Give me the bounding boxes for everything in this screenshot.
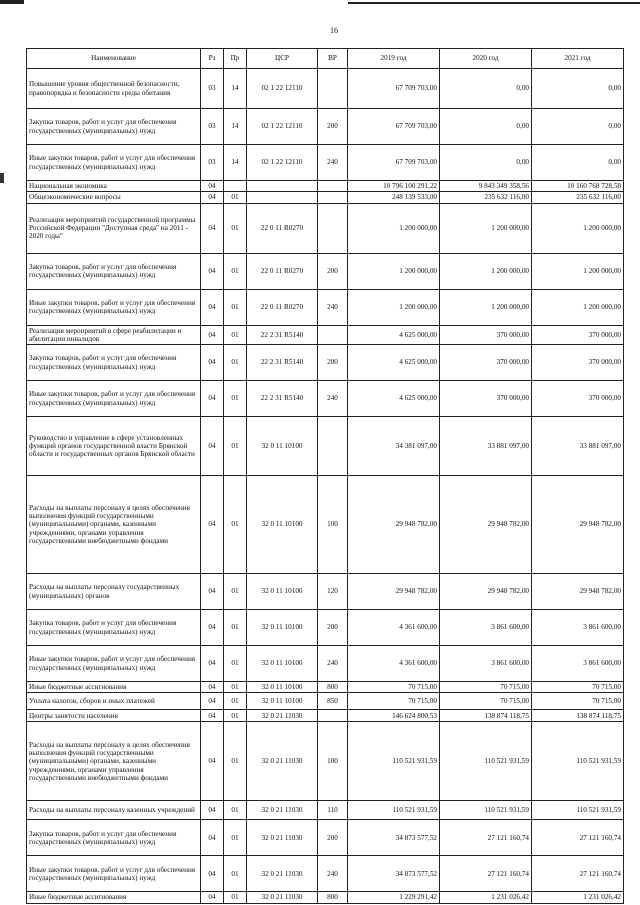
cell-y2021: 1 200 000,00 (532, 203, 624, 253)
cell-y2021: 0,00 (532, 109, 624, 145)
table-row (27, 693, 624, 710)
cell-y2021: 29 948 782,00 (532, 476, 624, 574)
header-csr: ЦСР (247, 49, 318, 69)
cell-y2019: 4 361 600,00 (348, 646, 440, 682)
cell-y2020: 3 861 600,00 (440, 610, 532, 646)
table-row (27, 892, 624, 903)
cell-rz: 04 (201, 192, 224, 203)
cell-y2020: 0,00 (440, 69, 532, 109)
cell-rz: 04 (201, 646, 224, 682)
cell-rz: 03 (201, 109, 224, 145)
cell-name: Руководство и управление в сфере установленных функций органов государственной власти Брянской области и государственных органов Брянской области (27, 417, 201, 476)
cell-rz: 04 (201, 345, 224, 381)
table-row (27, 181, 624, 192)
cell-pr: 01 (224, 192, 247, 203)
cell-csr: 32 0 21 11030 (247, 820, 318, 856)
cell-y2021: 235 632 116,00 (532, 192, 624, 203)
cell-rz: 04 (201, 253, 224, 289)
cell-rz: 04 (201, 476, 224, 574)
cell-vr: 100 (318, 722, 348, 801)
cell-rz: 03 (201, 145, 224, 181)
cell-csr: 22 2 31 R5140 (247, 345, 318, 381)
cell-y2021: 27 121 160,74 (532, 856, 624, 892)
cell-y2021: 70 715,00 (532, 682, 624, 693)
cell-y2021: 70 715,00 (532, 693, 624, 710)
cell-pr: 01 (224, 646, 247, 682)
cell-vr (318, 417, 348, 476)
cell-y2019: 29 948 782,00 (348, 476, 440, 574)
cell-y2019: 4 625 000,00 (348, 345, 440, 381)
cell-name: Расходы на выплаты персоналу в целях обеспечения выполнения функций государственными (муниципальными) органами, казенными учреждениями, органами управления государственными внебюджетными фондами (27, 476, 201, 574)
cell-csr: 32 0 11 10100 (247, 574, 318, 610)
cell-y2021: 3 861 600,00 (532, 610, 624, 646)
cell-vr: 200 (318, 610, 348, 646)
cell-y2020: 0,00 (440, 145, 532, 181)
cell-y2020: 110 521 931,59 (440, 801, 532, 820)
cell-pr: 01 (224, 856, 247, 892)
cell-pr: 01 (224, 610, 247, 646)
cell-name: Закупка товаров, работ и услуг для обеспечения государственных (муниципальных) нужд (27, 345, 201, 381)
cell-name: Закупка товаров, работ и услуг для обеспечения государственных (муниципальных) нужд (27, 610, 201, 646)
cell-csr: 02 1 22 12110 (247, 145, 318, 181)
cell-name: Расходы на выплаты персоналу государственных (муниципальных) органов (27, 574, 201, 610)
cell-name: Иные закупки товаров, работ и услуг для обеспечения государственных (муниципальных) нужд (27, 856, 201, 892)
cell-y2021: 0,00 (532, 69, 624, 109)
cell-y2021: 1 231 026,42 (532, 892, 624, 903)
cell-y2020: 1 200 000,00 (440, 289, 532, 325)
table-row (27, 820, 624, 856)
cell-y2019: 146 624 800,53 (348, 710, 440, 722)
cell-pr: 14 (224, 69, 247, 109)
cell-y2020: 29 948 782,00 (440, 476, 532, 574)
cell-y2021: 27 121 160,74 (532, 820, 624, 856)
cell-csr: 32 0 11 10100 (247, 682, 318, 693)
cell-y2020: 370 000,00 (440, 381, 532, 417)
cell-csr: 22 0 11 R0270 (247, 203, 318, 253)
cell-pr: 14 (224, 109, 247, 145)
cell-vr: 240 (318, 856, 348, 892)
cell-pr: 01 (224, 574, 247, 610)
header-2019: 2019 год (348, 49, 440, 69)
table-row (27, 682, 624, 693)
cell-vr (318, 710, 348, 722)
cell-y2020: 138 874 118,75 (440, 710, 532, 722)
cell-csr: 22 0 11 R0270 (247, 289, 318, 325)
table-row (27, 325, 624, 345)
table-row (27, 69, 624, 109)
table-row (27, 345, 624, 381)
cell-rz: 04 (201, 856, 224, 892)
cell-y2020: 70 715,00 (440, 693, 532, 710)
cell-y2021: 370 000,00 (532, 325, 624, 345)
cell-rz: 04 (201, 203, 224, 253)
cell-csr: 32 0 11 10100 (247, 417, 318, 476)
table-row (27, 476, 624, 574)
cell-y2021: 3 861 600,00 (532, 646, 624, 682)
cell-y2021: 370 000,00 (532, 381, 624, 417)
cell-name: Иные бюджетные ассигнования (27, 892, 201, 903)
cell-y2019: 34 873 577,52 (348, 856, 440, 892)
cell-y2019: 248 139 533,00 (348, 192, 440, 203)
cell-csr: 32 0 11 10100 (247, 610, 318, 646)
cell-vr: 200 (318, 345, 348, 381)
cell-pr: 01 (224, 476, 247, 574)
cell-vr (318, 203, 348, 253)
cell-y2021: 110 521 931,59 (532, 722, 624, 801)
cell-vr: 240 (318, 646, 348, 682)
cell-name: Национальная экономика (27, 181, 201, 192)
cell-y2019: 110 521 931,59 (348, 722, 440, 801)
cell-y2019: 70 715,00 (348, 682, 440, 693)
cell-rz: 04 (201, 801, 224, 820)
cell-vr: 200 (318, 820, 348, 856)
header-2020: 2020 год (440, 49, 532, 69)
cell-csr: 32 0 21 11030 (247, 722, 318, 801)
cell-pr: 01 (224, 289, 247, 325)
cell-name: Иные закупки товаров, работ и услуг для обеспечения государственных (муниципальных) нужд (27, 145, 201, 181)
scan-edge-line (348, 2, 640, 4)
cell-pr: 01 (224, 682, 247, 693)
table-row (27, 710, 624, 722)
cell-csr: 22 2 31 R5140 (247, 325, 318, 345)
header-name: Наименование (27, 49, 201, 69)
cell-csr: 32 0 21 11030 (247, 892, 318, 903)
cell-vr (318, 192, 348, 203)
cell-y2019: 4 625 000,00 (348, 325, 440, 345)
cell-csr: 32 0 11 10100 (247, 693, 318, 710)
cell-y2020: 70 715,00 (440, 682, 532, 693)
cell-rz: 04 (201, 710, 224, 722)
table-row (27, 417, 624, 476)
cell-pr: 01 (224, 722, 247, 801)
cell-y2019: 110 521 931,59 (348, 801, 440, 820)
cell-rz: 04 (201, 610, 224, 646)
table-row (27, 289, 624, 325)
cell-name: Иные закупки товаров, работ и услуг для обеспечения государственных (муниципальных) нужд (27, 646, 201, 682)
cell-vr: 200 (318, 253, 348, 289)
cell-name: Расходы на выплаты персоналу в целях обеспечения выполнения функций государственными (муниципальными) органами, казенными учреждениями, органами управления государственными внебюджетными фондами (27, 722, 201, 801)
cell-name: Реализация мероприятий государственной программы Российской Федерации "Доступная среда" на 2011 - 2020 годы" (27, 203, 201, 253)
cell-vr: 240 (318, 289, 348, 325)
cell-y2019: 67 709 703,00 (348, 69, 440, 109)
table-row (27, 381, 624, 417)
cell-csr (247, 192, 318, 203)
cell-y2021: 33 881 097,00 (532, 417, 624, 476)
cell-y2020: 33 881 097,00 (440, 417, 532, 476)
table-body (27, 69, 624, 904)
cell-csr: 32 0 21 11030 (247, 801, 318, 820)
cell-y2021: 1 200 000,00 (532, 289, 624, 325)
cell-y2020: 110 521 931,59 (440, 722, 532, 801)
cell-y2020: 9 843 349 358,56 (440, 181, 532, 192)
cell-rz: 04 (201, 693, 224, 710)
cell-pr: 01 (224, 253, 247, 289)
cell-y2020: 0,00 (440, 109, 532, 145)
cell-csr: 02 1 22 12110 (247, 109, 318, 145)
cell-y2019: 70 715,00 (348, 693, 440, 710)
cell-csr: 32 0 21 11030 (247, 710, 318, 722)
table-row (27, 203, 624, 253)
table-row (27, 646, 624, 682)
cell-vr: 120 (318, 574, 348, 610)
table-row (27, 109, 624, 145)
cell-csr: 22 0 11 R0270 (247, 253, 318, 289)
cell-y2019: 34 381 097,00 (348, 417, 440, 476)
cell-name: Реализация мероприятий в сфере реабилитации и абилитации инвалидов (27, 325, 201, 345)
cell-vr: 800 (318, 892, 348, 903)
cell-name: Закупка товаров, работ и услуг для обеспечения государственных (муниципальных) нужд (27, 109, 201, 145)
cell-name: Центры занятости населения (27, 710, 201, 722)
cell-rz: 04 (201, 417, 224, 476)
cell-y2019: 1 200 000,00 (348, 253, 440, 289)
cell-pr: 01 (224, 381, 247, 417)
cell-csr: 32 0 11 10100 (247, 646, 318, 682)
cell-rz: 04 (201, 181, 224, 192)
cell-y2020: 27 121 160,74 (440, 856, 532, 892)
cell-y2020: 1 200 000,00 (440, 253, 532, 289)
cell-name: Уплата налогов, сборов и иных платежей (27, 693, 201, 710)
page-number: 16 (330, 26, 338, 35)
cell-rz: 04 (201, 892, 224, 903)
cell-y2020: 370 000,00 (440, 345, 532, 381)
header-rz: Рз (201, 49, 224, 69)
cell-vr (318, 325, 348, 345)
cell-y2021: 0,00 (532, 145, 624, 181)
cell-csr: 22 2 31 R5140 (247, 381, 318, 417)
table-row (27, 801, 624, 820)
cell-vr: 100 (318, 476, 348, 574)
cell-y2021: 10 160 768 728,58 (532, 181, 624, 192)
cell-pr: 01 (224, 710, 247, 722)
cell-name: Иные закупки товаров, работ и услуг для обеспечения государственных (муниципальных) нужд (27, 289, 201, 325)
cell-name: Иные бюджетные ассигнования (27, 682, 201, 693)
cell-pr: 14 (224, 145, 247, 181)
cell-pr: 01 (224, 417, 247, 476)
header-2021: 2021 год (532, 49, 624, 69)
cell-y2020: 29 948 782,00 (440, 574, 532, 610)
table-row (27, 722, 624, 801)
cell-y2020: 1 200 000,00 (440, 203, 532, 253)
cell-csr: 32 0 21 11030 (247, 856, 318, 892)
cell-pr: 01 (224, 345, 247, 381)
cell-name: Закупка товаров, работ и услуг для обеспечения государственных (муниципальных) нужд (27, 820, 201, 856)
cell-y2019: 1 200 000,00 (348, 289, 440, 325)
cell-vr: 800 (318, 682, 348, 693)
cell-y2019: 34 873 577,52 (348, 820, 440, 856)
table-row (27, 610, 624, 646)
cell-y2020: 1 231 026,42 (440, 892, 532, 903)
cell-y2019: 4 625 000,00 (348, 381, 440, 417)
cell-vr: 240 (318, 381, 348, 417)
cell-y2020: 27 121 160,74 (440, 820, 532, 856)
cell-name: Общеэкономические вопросы (27, 192, 201, 203)
cell-vr: 240 (318, 145, 348, 181)
cell-pr: 01 (224, 693, 247, 710)
cell-csr: 32 0 11 10100 (247, 476, 318, 574)
cell-y2021: 110 521 931,59 (532, 801, 624, 820)
cell-y2019: 4 361 600,00 (348, 610, 440, 646)
cell-pr: 01 (224, 203, 247, 253)
cell-rz: 04 (201, 289, 224, 325)
cell-y2019: 29 948 782,00 (348, 574, 440, 610)
header-vr: ВР (318, 49, 348, 69)
cell-pr: 01 (224, 801, 247, 820)
cell-vr (318, 181, 348, 192)
cell-rz: 04 (201, 574, 224, 610)
cell-y2019: 10 796 100 291,22 (348, 181, 440, 192)
cell-rz: 04 (201, 325, 224, 345)
table-row (27, 856, 624, 892)
cell-rz: 04 (201, 682, 224, 693)
cell-y2019: 67 709 703,00 (348, 145, 440, 181)
cell-rz: 03 (201, 69, 224, 109)
cell-name: Расходы на выплаты персоналу казенных учреждений (27, 801, 201, 820)
cell-y2020: 370 000,00 (440, 325, 532, 345)
cell-y2019: 1 200 000,00 (348, 203, 440, 253)
cell-y2021: 29 948 782,00 (532, 574, 624, 610)
cell-rz: 04 (201, 820, 224, 856)
cell-y2021: 138 874 118,75 (532, 710, 624, 722)
scan-side-mark (0, 173, 4, 183)
cell-vr: 110 (318, 801, 348, 820)
cell-csr (247, 181, 318, 192)
table-row (27, 192, 624, 203)
cell-csr: 02 1 22 12110 (247, 69, 318, 109)
header-pr: Пр (224, 49, 247, 69)
scan-edge-mark (0, 0, 24, 4)
cell-name: Закупка товаров, работ и услуг для обеспечения государственных (муниципальных) нужд (27, 253, 201, 289)
cell-rz: 04 (201, 381, 224, 417)
cell-y2019: 67 709 703,00 (348, 109, 440, 145)
budget-table (26, 48, 624, 904)
table-row (27, 253, 624, 289)
cell-vr (318, 69, 348, 109)
cell-vr: 200 (318, 109, 348, 145)
cell-pr: 01 (224, 892, 247, 903)
table-header-row (27, 49, 624, 69)
cell-pr: 01 (224, 325, 247, 345)
cell-pr: 01 (224, 820, 247, 856)
cell-name: Иные закупки товаров, работ и услуг для обеспечения государственных (муниципальных) нужд (27, 381, 201, 417)
table-row (27, 574, 624, 610)
cell-rz: 04 (201, 722, 224, 801)
cell-y2021: 370 000,00 (532, 345, 624, 381)
cell-y2019: 1 229 291,42 (348, 892, 440, 903)
cell-name: Повышение уровня общественной безопасности, правопорядка и безопасности среды обитания (27, 69, 201, 109)
table-row (27, 145, 624, 181)
cell-vr: 850 (318, 693, 348, 710)
cell-pr (224, 181, 247, 192)
cell-y2020: 235 632 116,00 (440, 192, 532, 203)
cell-y2021: 1 200 000,00 (532, 253, 624, 289)
cell-y2020: 3 861 600,00 (440, 646, 532, 682)
